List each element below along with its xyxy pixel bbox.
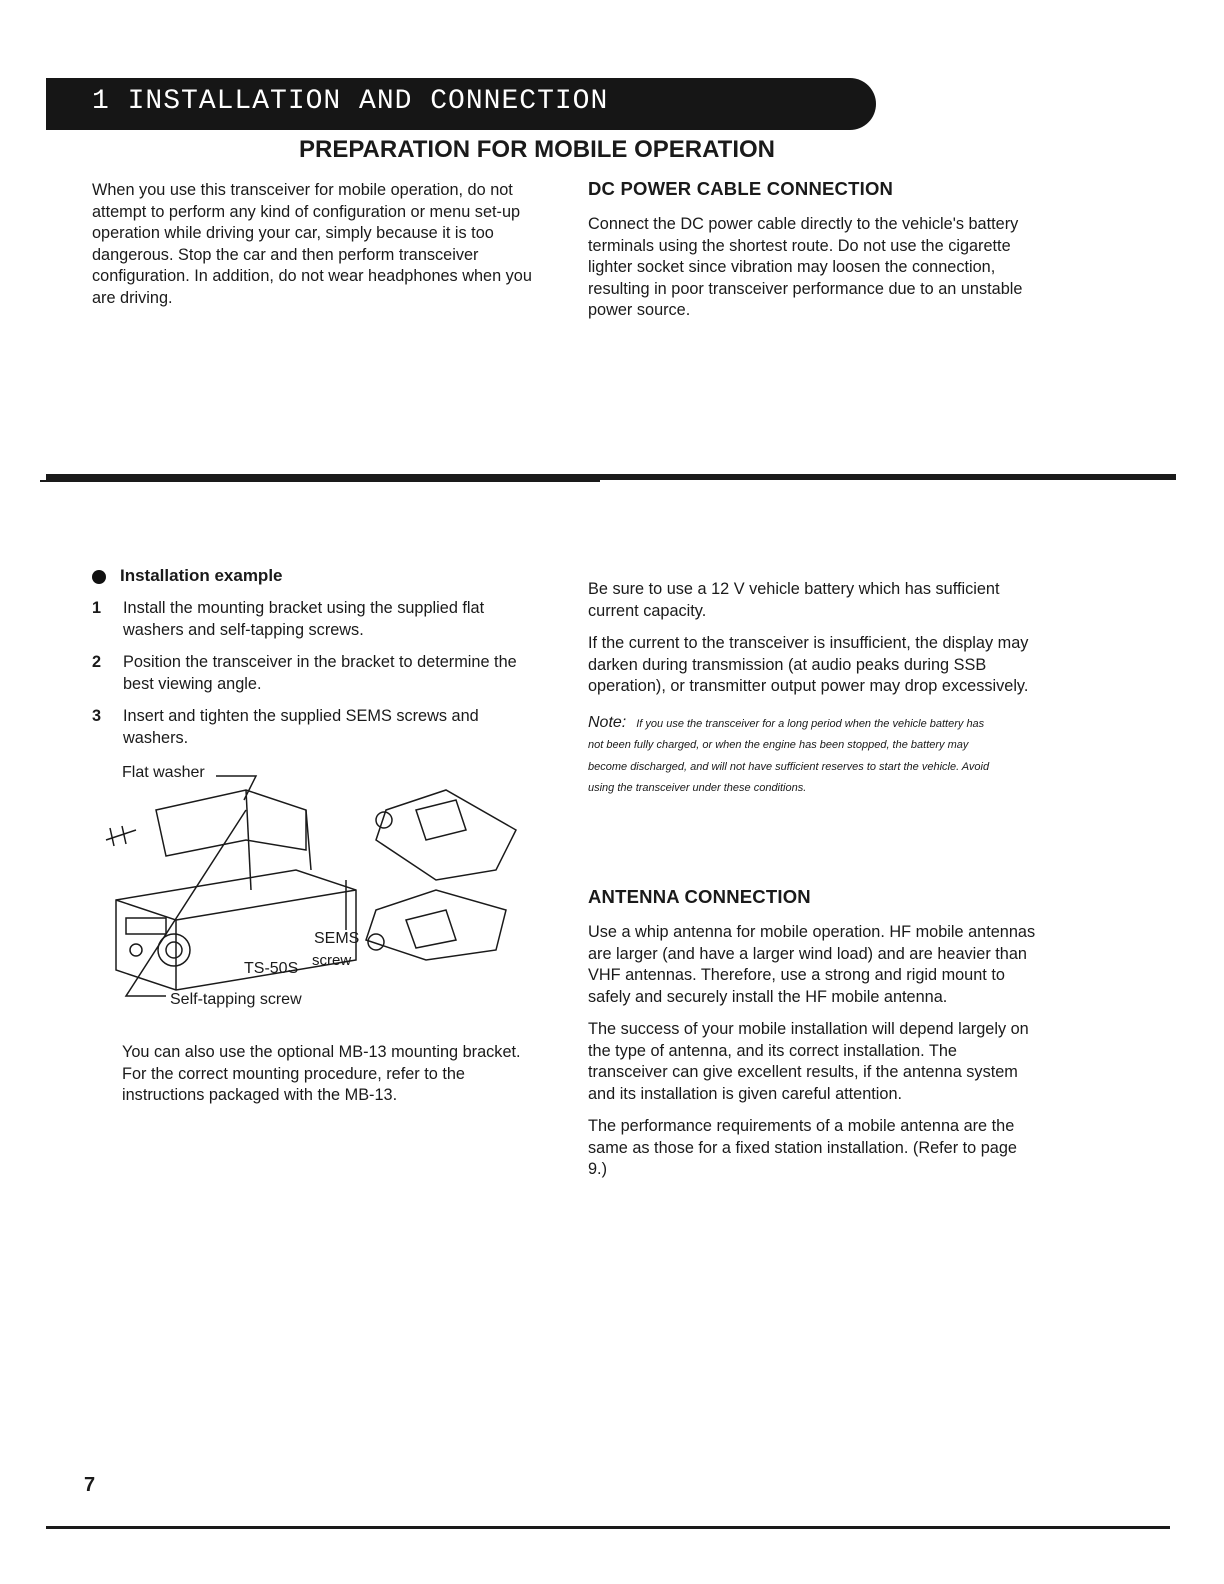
list-item — [92, 598, 542, 641]
intro-section — [92, 180, 542, 309]
battery-section — [588, 579, 1038, 800]
dc-power-paragraph: Connect the DC power cable directly to the vehicle's battery terminals using the shortest route. Do not use the cigarette lighter socket since vibration may loosen the connection, resulting in poor transceiver performance due to an unstable power source. — [588, 215, 1023, 319]
list-item — [92, 652, 542, 695]
step-number: 2 — [92, 653, 102, 671]
step-text: Position the transceiver in the bracket to determine the best viewing angle. — [123, 653, 517, 693]
antenna-paragraph-3: The performance requirements of a mobile antenna are the same as those for a fixed station installation. (Refer to page 9.) — [588, 1117, 1017, 1178]
sems-label: SEMS — [314, 930, 360, 947]
intro-paragraph: When you use this transceiver for mobile operation, do not attempt to perform any kind of configuration or menu set-up operation while driving your car, simply because it is too dangerous. Stop the car and then perform transceiver configuration. In addition, do not wear headphones when you are driving. — [92, 181, 532, 307]
installation-steps — [92, 598, 542, 760]
battery-paragraph-2: If the current to the transceiver is insufficient, the display may darken during transmission (at audio peaks during SSB operation), or transmitter output power may drop excessively. — [588, 634, 1029, 695]
battery-paragraph-1: Be sure to use a 12 V vehicle battery which has sufficient current capacity. — [588, 580, 1000, 620]
note-label: Note: — [588, 713, 627, 731]
chapter-banner-title: 1 INSTALLATION AND CONNECTION — [92, 86, 609, 117]
list-item — [92, 706, 542, 749]
installation-diagram — [96, 770, 536, 1020]
screw-label: screw — [312, 952, 352, 969]
note-text: If you use the transceiver for a long period when the vehicle battery has not been fully charged, or when the engine has been stopped, the battery may become discharged, and will not have sufficient reserves to start the vehicle. Avoid using the transceiver under these conditions. — [588, 717, 990, 794]
step-text: Install the mounting bracket using the supplied flat washers and self-tapping screws. — [123, 599, 485, 639]
antenna-section — [588, 886, 1038, 1181]
dc-power-section — [588, 178, 1038, 322]
page-title: PREPARATION FOR MOBILE OPERATION — [298, 136, 775, 163]
mb13-section — [122, 1042, 532, 1107]
step-text: Insert and tighten the supplied SEMS screws and washers. — [123, 707, 479, 747]
model-label: TS-50S — [244, 960, 299, 977]
page-number: 7 — [84, 1474, 96, 1496]
antenna-paragraph-2: The success of your mobile installation will depend largely on the type of antenna, and its correct installation. The transceiver can give excellent results, if the antenna system and its installation is given careful attention. — [588, 1020, 1029, 1103]
step-number: 3 — [92, 707, 102, 725]
mb13-paragraph: You can also use the optional MB-13 mounting bracket. For the correct mounting procedure, refer to the instructions packaged with the MB-13. — [122, 1043, 521, 1104]
flat-washer-label: Flat washer — [122, 764, 205, 781]
battery-note — [588, 712, 998, 800]
bullet-icon — [92, 570, 106, 584]
installation-heading — [92, 566, 542, 586]
antenna-heading: ANTENNA CONNECTION — [588, 886, 811, 907]
step-number: 1 — [92, 599, 102, 617]
antenna-paragraph-1: Use a whip antenna for mobile operation. HF mobile antennas are larger (and have a larger wind load) and are heavier than VHF antennas. Therefore, use a strong and rigid mount to safely and securely install the HF mobile antenna. — [588, 923, 1036, 1006]
installation-title: Installation example — [120, 566, 283, 585]
footer-rule — [46, 1526, 1170, 1529]
section-divider-underline — [40, 480, 600, 482]
dc-power-heading: DC POWER CABLE CONNECTION — [588, 178, 894, 199]
self-tapping-label: Self-tapping screw — [170, 991, 302, 1008]
